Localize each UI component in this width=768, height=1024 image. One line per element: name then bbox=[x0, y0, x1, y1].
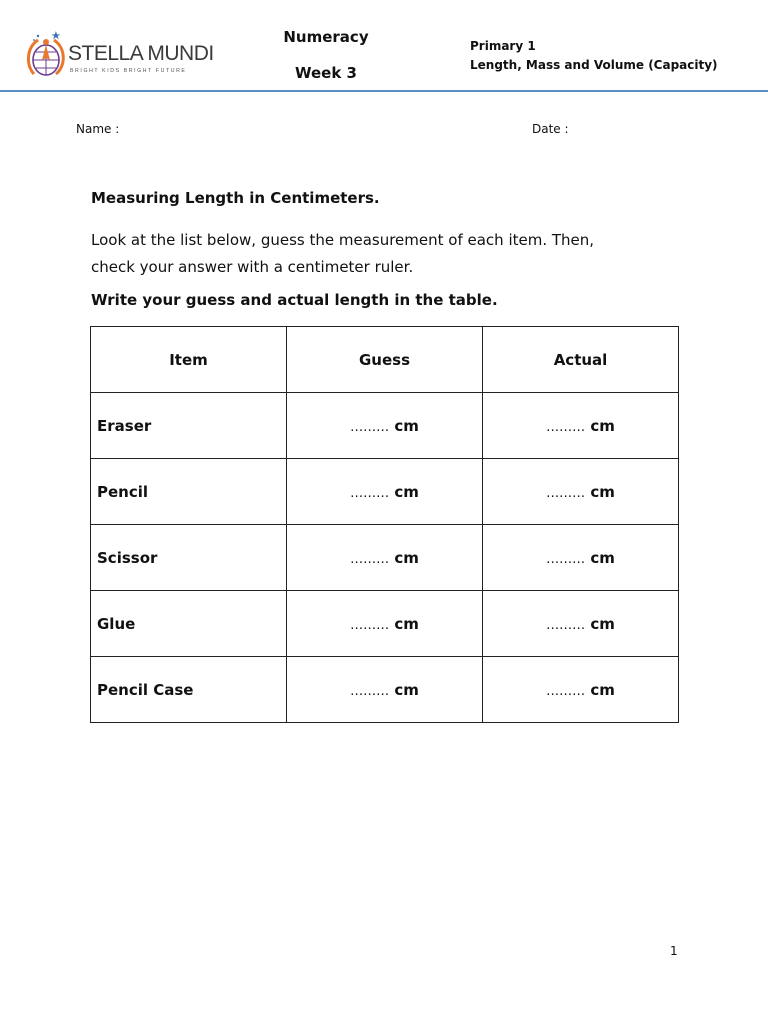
measurement-table bbox=[90, 326, 679, 723]
page-number: 1 bbox=[670, 944, 678, 958]
table-row bbox=[91, 459, 679, 525]
blank-dots: ……… bbox=[546, 683, 586, 699]
week-label: Week 3 bbox=[295, 64, 357, 82]
unit-label: cm bbox=[394, 548, 419, 567]
section-title: Measuring Length in Centimeters. bbox=[91, 189, 380, 207]
guess-answer-blank[interactable] bbox=[287, 591, 483, 657]
blank-dots: ……… bbox=[350, 683, 390, 699]
blank-dots: ……… bbox=[546, 419, 586, 435]
table-header-row bbox=[91, 327, 679, 393]
blank-dots: ……… bbox=[350, 485, 390, 501]
unit-label: cm bbox=[590, 416, 615, 435]
blank-dots: ……… bbox=[546, 551, 586, 567]
page-header bbox=[0, 0, 768, 92]
unit-label: cm bbox=[590, 482, 615, 501]
blank-dots: ……… bbox=[350, 551, 390, 567]
instructions bbox=[91, 227, 691, 281]
actual-answer-blank[interactable] bbox=[483, 657, 679, 723]
logo-tagline: BRIGHT KIDS BRIGHT FUTURE bbox=[70, 68, 187, 74]
instruction-line: check your answer with a centimeter ruler. bbox=[91, 258, 414, 276]
actual-answer-blank[interactable] bbox=[483, 459, 679, 525]
blank-dots: ……… bbox=[350, 617, 390, 633]
grade-level: Primary 1 bbox=[470, 39, 536, 53]
column-header-guess: Guess bbox=[287, 327, 483, 393]
subject-title: Numeracy bbox=[283, 28, 369, 46]
header-divider bbox=[0, 90, 768, 92]
actual-answer-blank[interactable] bbox=[483, 393, 679, 459]
logo-name: STELLA MUNDI bbox=[68, 42, 214, 65]
item-cell: Eraser bbox=[91, 393, 287, 459]
blank-dots: ……… bbox=[546, 485, 586, 501]
table-row bbox=[91, 657, 679, 723]
column-header-item: Item bbox=[91, 327, 287, 393]
table-row bbox=[91, 591, 679, 657]
guess-answer-blank[interactable] bbox=[287, 459, 483, 525]
actual-answer-blank[interactable] bbox=[483, 591, 679, 657]
date-field-label: Date : bbox=[532, 122, 569, 136]
table-row bbox=[91, 525, 679, 591]
guess-answer-blank[interactable] bbox=[287, 525, 483, 591]
unit-label: cm bbox=[590, 614, 615, 633]
unit-label: cm bbox=[394, 482, 419, 501]
unit-label: cm bbox=[590, 680, 615, 699]
unit-label: cm bbox=[394, 416, 419, 435]
table-instruction: Write your guess and actual length in the table. bbox=[91, 291, 498, 309]
topic-title: Length, Mass and Volume (Capacity) bbox=[470, 58, 718, 72]
unit-label: cm bbox=[394, 680, 419, 699]
item-cell: Scissor bbox=[91, 525, 287, 591]
item-cell: Glue bbox=[91, 591, 287, 657]
actual-answer-blank[interactable] bbox=[483, 525, 679, 591]
guess-answer-blank[interactable] bbox=[287, 657, 483, 723]
table-row bbox=[91, 393, 679, 459]
globe-logo-icon bbox=[24, 30, 70, 82]
instruction-line: Look at the list below, guess the measurement of each item. Then, bbox=[91, 231, 595, 249]
item-cell: Pencil bbox=[91, 459, 287, 525]
name-field-label: Name : bbox=[76, 122, 120, 136]
unit-label: cm bbox=[394, 614, 419, 633]
item-cell: Pencil Case bbox=[91, 657, 287, 723]
school-logo bbox=[24, 30, 214, 82]
guess-answer-blank[interactable] bbox=[287, 393, 483, 459]
unit-label: cm bbox=[590, 548, 615, 567]
blank-dots: ……… bbox=[546, 617, 586, 633]
column-header-actual: Actual bbox=[483, 327, 679, 393]
blank-dots: ……… bbox=[350, 419, 390, 435]
